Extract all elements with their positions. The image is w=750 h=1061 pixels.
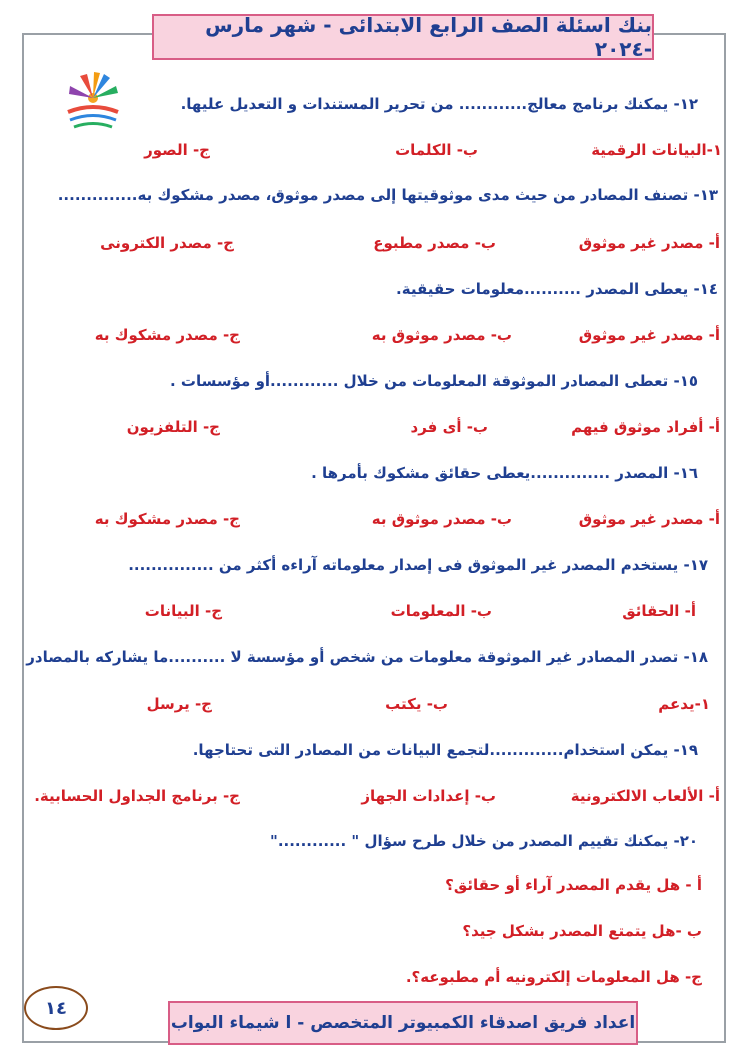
option-b: ب- الكلمات: [395, 141, 478, 159]
question-number: ٢٠-: [673, 832, 698, 850]
question-text: يستخدم المصدر غير الموثوق فى إصدار معلوماته آراءه أكثر من ...............: [128, 556, 679, 574]
option-b: ب- إعدادات الجهاز: [361, 787, 496, 805]
question-text: يمكنك تقييم المصدر من خلال طرح سؤال " ............": [270, 832, 669, 850]
question-text: تصدر المصادر غير الموثوقة معلومات من شخص أو مؤسسة لا ..........ما يشاركه بالمصادر: [26, 648, 679, 666]
question-19: [193, 741, 698, 759]
option-a: أ- مصدر غير موثوق: [578, 326, 720, 344]
option-a: أ - هل يقدم المصدر آراء أو حقائق؟: [445, 876, 702, 894]
option-b: ب- المعلومات: [390, 602, 492, 620]
team-logo-icon: [60, 68, 126, 134]
option-a: أ- الألعاب الالكترونية: [570, 787, 720, 805]
question-number: ١٥-: [673, 372, 698, 390]
option-b: ب- يكتب: [385, 695, 448, 713]
option-c: ج- برنامج الجداول الحسابية.: [34, 787, 240, 805]
question-18: [26, 648, 708, 666]
question-number: ١٣-: [693, 186, 718, 204]
question-15: [170, 372, 698, 390]
footer-credit: اعداد فريق اصدقاء الكمبيوتر المتخصص - ا شيماء البواب: [168, 1001, 638, 1045]
option-a: ١-يدعم: [658, 695, 710, 713]
question-number: ١٨-: [683, 648, 708, 666]
option-b: ب- مصدر مطبوع: [373, 234, 496, 252]
question-16: [311, 464, 698, 482]
option-b: ب -هل يتمتع المصدر بشكل جيد؟: [462, 922, 702, 940]
question-number: ١٤-: [693, 280, 718, 298]
question-number: ١٢-: [673, 95, 698, 113]
option-b: ب- مصدر موثوق به: [371, 326, 512, 344]
option-b: ب- مصدر موثوق به: [371, 510, 512, 528]
question-text: تصنف المصادر من حيث مدى موثوقيتها إلى مصدر موثوق، مصدر مشكوك به..............: [57, 186, 689, 204]
question-20: [270, 832, 698, 850]
question-number: ١٩-: [673, 741, 698, 759]
option-c: ج- مصدر مشكوك به: [94, 326, 240, 344]
question-text: المصدر ..............يعطى حقائق مشكوك بأمرها .: [311, 464, 669, 482]
option-b: ب- أى فرد: [410, 418, 488, 436]
question-12: [181, 95, 698, 113]
question-14: [396, 280, 718, 298]
page-title: بنك اسئلة الصف الرابع الابتدائى - شهر مارس -٢٠٢٤: [152, 14, 654, 60]
option-a: ١-البيانات الرقمية: [591, 141, 722, 159]
option-c: ج- مصدر الكترونى: [100, 234, 234, 252]
page-number: ١٤: [24, 986, 88, 1030]
question-17: [128, 556, 708, 574]
option-c: ج- هل المعلومات إلكترونيه أم مطبوعه؟.: [405, 968, 702, 986]
question-text: تعطى المصادر الموثوقة المعلومات من خلال ............أو مؤسسات .: [170, 372, 669, 390]
question-text: يمكنك برنامج معالج............ من تحرير المستندات و التعديل عليها.: [180, 95, 669, 113]
option-a: أ- مصدر غير موثوق: [578, 234, 720, 252]
option-c: ج- الصور: [144, 141, 210, 159]
option-a: أ- مصدر غير موثوق: [578, 510, 720, 528]
option-c: ج- التلفزيون: [126, 418, 220, 436]
question-text: يمكن استخدام.............لتجمع البيانات من المصادر التى تحتاجها.: [192, 741, 669, 759]
option-c: ج- البيانات: [144, 602, 222, 620]
option-a: أ- أفراد موثوق فيهم: [571, 418, 720, 436]
question-number: ١٦-: [673, 464, 698, 482]
question-13: [58, 186, 718, 204]
option-c: ج- مصدر مشكوك به: [94, 510, 240, 528]
question-number: ١٧-: [683, 556, 708, 574]
question-text: يعطى المصدر ..........معلومات حقيقية.: [396, 280, 689, 298]
option-c: ج- يرسل: [146, 695, 212, 713]
option-a: أ- الحقائق: [622, 602, 696, 620]
